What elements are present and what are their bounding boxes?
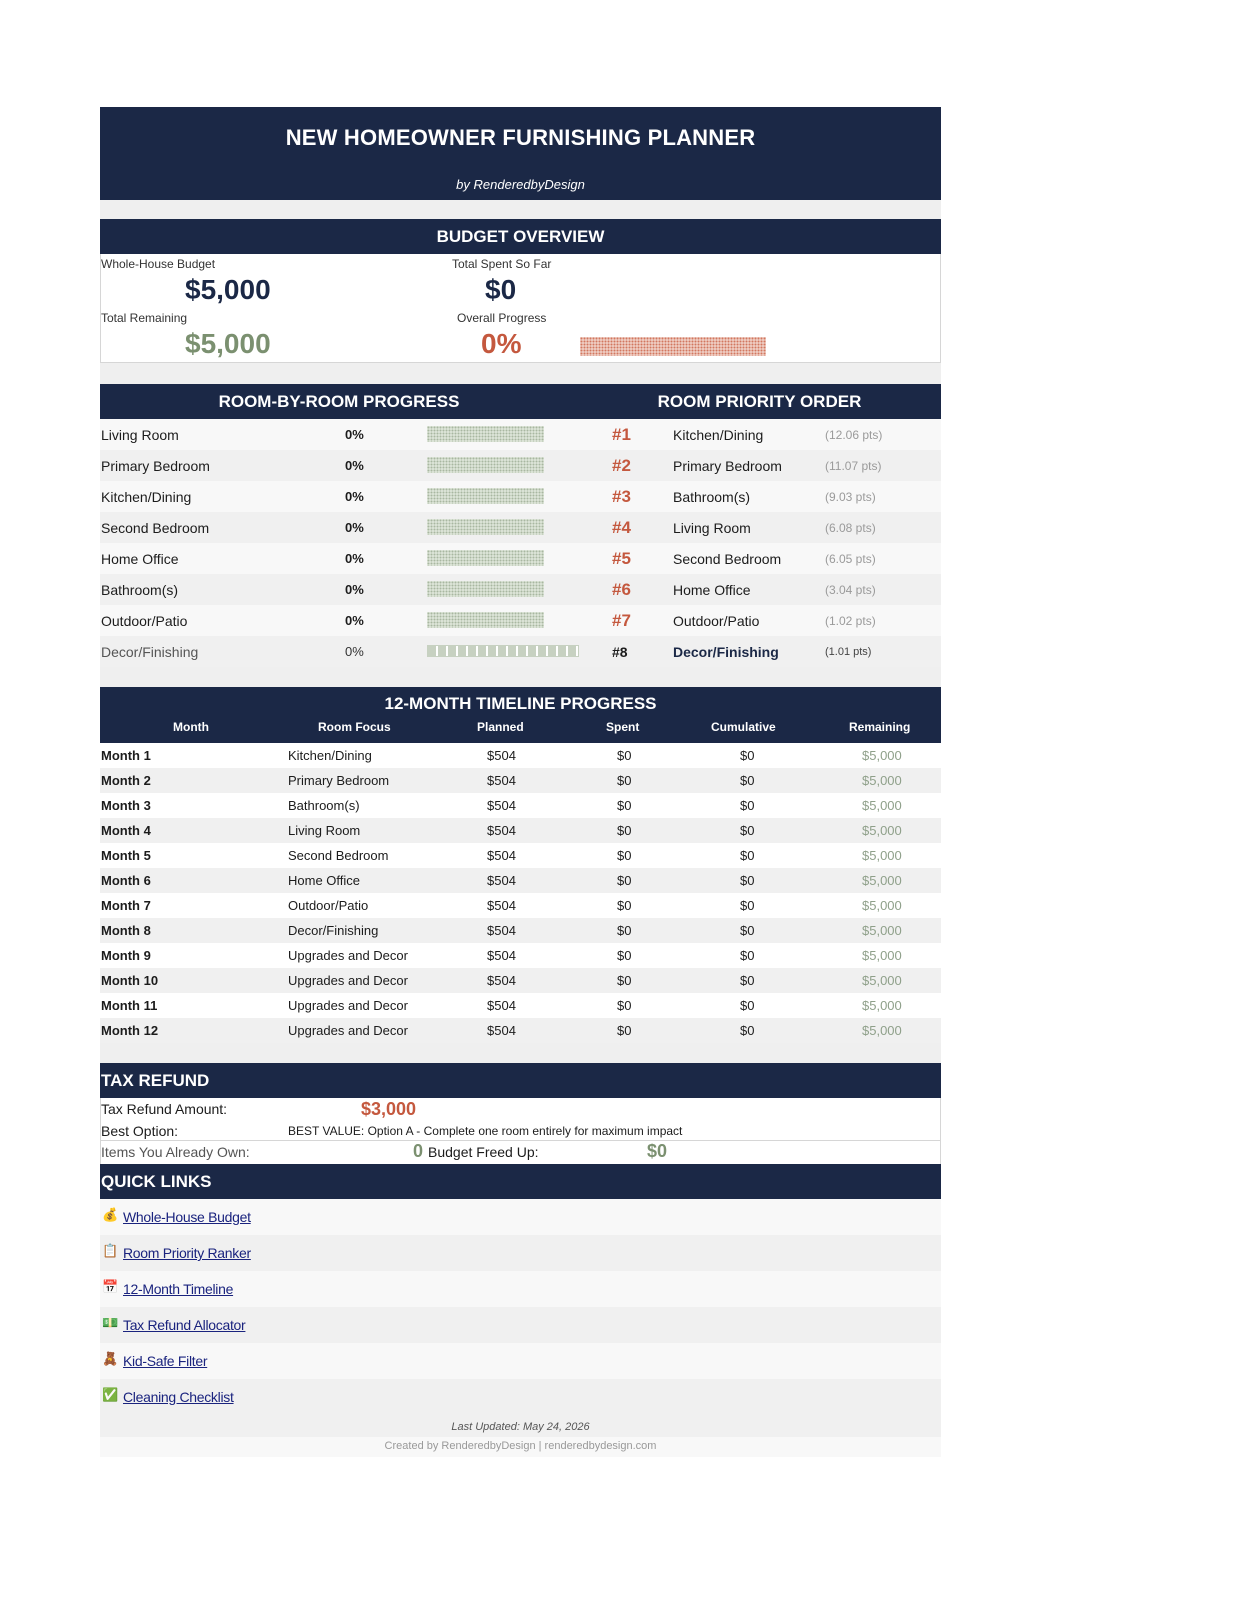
room-name: Decor/Finishing: [101, 643, 199, 660]
priority-room: Second Bedroom: [673, 550, 782, 567]
room-name: Kitchen/Dining: [101, 488, 192, 505]
cumulative-cell: $0: [740, 873, 755, 888]
room-name: Living Room: [101, 426, 179, 443]
budget-overview-panel: [100, 254, 941, 363]
room-focus-cell: Kitchen/Dining: [288, 748, 372, 763]
page-subtitle: by RenderedbyDesign: [456, 177, 585, 192]
money-bag-icon: 💰: [102, 1207, 119, 1222]
month-cell: Month 3: [101, 798, 151, 813]
clipboard-icon: 📋: [102, 1243, 119, 1258]
room-percent: 0%: [345, 520, 364, 535]
cumulative-cell: $0: [740, 998, 755, 1013]
best-option-label: Best Option:: [101, 1123, 179, 1139]
budget-freed-value: $0: [647, 1141, 668, 1161]
table-row: [100, 743, 941, 768]
cumulative-cell: $0: [740, 773, 755, 788]
remaining-cell: $5,000: [862, 923, 902, 938]
tax-refund-heading: TAX REFUND: [100, 1063, 941, 1098]
quick-link-row: [100, 1235, 941, 1271]
table-row: [100, 843, 941, 868]
priority-rank: #6: [612, 579, 631, 599]
table-row: [100, 968, 941, 993]
room-table: [100, 419, 941, 667]
calendar-icon: 📅: [102, 1279, 119, 1294]
priority-room: Outdoor/Patio: [673, 612, 760, 629]
spent-cell: $0: [617, 798, 632, 813]
room-row: [100, 605, 941, 636]
priority-rank: #8: [612, 643, 628, 660]
room-progress-bar: [427, 581, 544, 597]
cumulative-cell: $0: [740, 798, 755, 813]
table-row: [100, 893, 941, 918]
remaining-cell: $5,000: [862, 748, 902, 763]
spent-cell: $0: [617, 998, 632, 1013]
credit-line: Created by RenderedbyDesign | renderedbydesign.com: [100, 1437, 941, 1457]
quick-link-row: [100, 1307, 941, 1343]
items-owned-label: Items You Already Own:: [101, 1144, 250, 1160]
remaining-cell: $5,000: [862, 848, 902, 863]
quick-link-row: [100, 1343, 941, 1379]
priority-room: Home Office: [673, 581, 751, 598]
remaining-cell: $5,000: [862, 773, 902, 788]
remaining-cell: $5,000: [862, 898, 902, 913]
cumulative-cell: $0: [740, 948, 755, 963]
cumulative-cell: $0: [740, 923, 755, 938]
room-progress-bar: [427, 519, 544, 535]
priority-points: (3.04 pts): [825, 582, 876, 597]
overall-progress-label: Overall Progress: [457, 311, 547, 325]
room-progress-bar: [427, 457, 544, 473]
planned-cell: $504: [487, 898, 516, 913]
title-band: [100, 107, 941, 200]
quick-link-row: [100, 1379, 941, 1415]
timeline-column-headers: [100, 720, 941, 743]
room-row: [100, 419, 941, 450]
room-progress-bar: [427, 612, 544, 628]
table-row: [100, 793, 941, 818]
priority-room: Bathroom(s): [673, 488, 751, 505]
budget-freed-label: Budget Freed Up:: [428, 1144, 539, 1160]
room-focus-cell: Upgrades and Decor: [288, 1023, 408, 1038]
room-percent: 0%: [345, 613, 364, 628]
priority-room: Living Room: [673, 519, 751, 536]
month-cell: Month 6: [101, 873, 151, 888]
tax-refund-panel: [100, 1098, 941, 1164]
total-spent-value: $0: [485, 274, 517, 305]
room-focus-cell: Upgrades and Decor: [288, 973, 408, 988]
priority-rank: #5: [612, 548, 631, 568]
whole-budget-label: Whole-House Budget: [101, 257, 216, 271]
planned-cell: $504: [487, 773, 516, 788]
room-progress-bar: [427, 645, 579, 657]
quick-link[interactable]: 12-Month Timeline: [123, 1281, 234, 1297]
room-percent: 0%: [345, 644, 364, 659]
room-focus-cell: Upgrades and Decor: [288, 948, 408, 963]
planned-cell: $504: [487, 998, 516, 1013]
priority-points: (6.08 pts): [825, 520, 876, 535]
room-focus-cell: Home Office: [288, 873, 361, 888]
overall-progress-value: 0%: [481, 328, 522, 359]
cumulative-cell: $0: [740, 823, 755, 838]
remaining-cell: $5,000: [862, 998, 902, 1013]
room-progress-bar: [427, 426, 544, 442]
priority-room: Decor/Finishing: [673, 643, 779, 660]
planned-cell: $504: [487, 873, 516, 888]
spacer: [100, 667, 941, 687]
priority-points: (9.03 pts): [825, 489, 876, 504]
priority-room: Primary Bedroom: [673, 457, 782, 474]
budget-overview-heading: BUDGET OVERVIEW: [100, 219, 941, 254]
timeline-heading: 12-MONTH TIMELINE PROGRESS: [384, 694, 657, 713]
remaining-cell: $5,000: [862, 873, 902, 888]
cumulative-cell: $0: [740, 1023, 755, 1038]
planned-cell: $504: [487, 948, 516, 963]
planned-cell: $504: [487, 798, 516, 813]
month-cell: Month 11: [101, 998, 158, 1013]
room-percent: 0%: [345, 427, 364, 442]
check-mark-icon: ✅: [102, 1387, 119, 1402]
room-section-heading: [100, 384, 941, 419]
spent-cell: $0: [617, 848, 632, 863]
col-month: Month: [173, 720, 209, 734]
room-progress-heading: ROOM-BY-ROOM PROGRESS: [218, 392, 460, 411]
remaining-cell: $5,000: [862, 798, 902, 813]
spent-cell: $0: [617, 1023, 632, 1038]
spent-cell: $0: [617, 973, 632, 988]
total-remaining-value: $5,000: [185, 328, 271, 359]
priority-rank: #1: [612, 424, 631, 444]
priority-points: (1.01 pts): [825, 645, 872, 658]
month-cell: Month 7: [101, 898, 151, 913]
room-row: [100, 543, 941, 574]
quick-links-list: [100, 1199, 941, 1415]
table-row: [100, 868, 941, 893]
priority-room: Kitchen/Dining: [673, 426, 764, 443]
cumulative-cell: $0: [740, 898, 755, 913]
month-cell: Month 1: [101, 748, 151, 763]
room-priority-heading: ROOM PRIORITY ORDER: [657, 392, 862, 411]
table-row: [100, 993, 941, 1018]
room-row: [100, 636, 941, 667]
remaining-cell: $5,000: [862, 973, 902, 988]
spent-cell: $0: [617, 898, 632, 913]
room-focus-cell: Upgrades and Decor: [288, 998, 408, 1013]
col-room-focus: Room Focus: [318, 720, 391, 734]
page-title: NEW HOMEOWNER FURNISHING PLANNER: [285, 125, 756, 150]
room-name: Home Office: [101, 550, 179, 567]
priority-rank: #2: [612, 455, 631, 475]
room-percent: 0%: [345, 582, 364, 597]
spacer: [100, 200, 941, 219]
dollar-bill-icon: 💵: [102, 1315, 119, 1330]
priority-points: (11.07 pts): [825, 458, 882, 473]
spent-cell: $0: [617, 773, 632, 788]
teddy-bear-icon: 🧸: [102, 1351, 119, 1366]
table-row: [100, 918, 941, 943]
spent-cell: $0: [617, 748, 632, 763]
best-option-value: BEST VALUE: Option A - Complete one room entirely for maximum impact: [288, 1124, 683, 1138]
divider: [101, 1140, 940, 1141]
table-row: [100, 818, 941, 843]
cumulative-cell: $0: [740, 848, 755, 863]
col-planned: Planned: [477, 720, 524, 734]
room-percent: 0%: [345, 551, 364, 566]
room-focus-cell: Outdoor/Patio: [288, 898, 369, 913]
priority-points: (6.05 pts): [825, 551, 876, 566]
room-name: Bathroom(s): [101, 581, 179, 598]
room-focus-cell: Bathroom(s): [288, 798, 360, 813]
table-row: [100, 943, 941, 968]
room-percent: 0%: [345, 489, 364, 504]
priority-points: (12.06 pts): [825, 427, 883, 442]
room-name: Outdoor/Patio: [101, 612, 188, 629]
remaining-cell: $5,000: [862, 823, 902, 838]
room-progress-bar: [427, 550, 544, 566]
room-focus-cell: Second Bedroom: [288, 848, 389, 863]
items-owned-value: 0: [413, 1141, 424, 1161]
spent-cell: $0: [617, 873, 632, 888]
remaining-cell: $5,000: [862, 948, 902, 963]
table-row: [100, 768, 941, 793]
quick-link[interactable]: Cleaning Checklist: [123, 1389, 234, 1405]
last-updated: Last Updated: May 24, 2026: [100, 1415, 941, 1437]
spacer: [100, 363, 941, 384]
planned-cell: $504: [487, 1023, 516, 1038]
tax-amount-value: $3,000: [361, 1099, 417, 1119]
month-cell: Month 10: [101, 973, 159, 988]
overall-progress-bar: [580, 337, 766, 356]
col-spent: Spent: [606, 720, 640, 734]
total-spent-label: Total Spent So Far: [452, 257, 552, 271]
month-cell: Month 12: [101, 1023, 159, 1038]
spent-cell: $0: [617, 923, 632, 938]
room-row: [100, 481, 941, 512]
timeline-heading-block: [100, 687, 941, 743]
room-row: [100, 574, 941, 605]
planned-cell: $504: [487, 823, 516, 838]
month-cell: Month 8: [101, 923, 151, 938]
month-cell: Month 4: [101, 823, 151, 838]
remaining-cell: $5,000: [862, 1023, 902, 1038]
timeline-table: [100, 743, 941, 1043]
month-cell: Month 9: [101, 948, 151, 963]
planned-cell: $504: [487, 923, 516, 938]
planned-cell: $504: [487, 748, 516, 763]
room-name: Second Bedroom: [101, 519, 210, 536]
room-row: [100, 450, 941, 481]
whole-budget-value: $5,000: [185, 274, 271, 305]
room-focus-cell: Primary Bedroom: [288, 773, 390, 788]
quick-link-row: [100, 1199, 941, 1235]
priority-rank: #4: [612, 517, 631, 537]
spacer: [100, 1043, 941, 1063]
room-percent: 0%: [345, 458, 364, 473]
room-progress-bar: [427, 488, 544, 504]
col-remaining: Remaining: [849, 720, 911, 734]
room-focus-cell: Living Room: [288, 823, 361, 838]
cumulative-cell: $0: [740, 973, 755, 988]
quick-links-heading: QUICK LINKS: [100, 1164, 941, 1199]
table-row: [100, 1018, 941, 1043]
room-name: Primary Bedroom: [101, 457, 210, 474]
priority-rank: #7: [612, 610, 631, 630]
quick-link[interactable]: Tax Refund Allocator: [123, 1317, 246, 1333]
month-cell: Month 2: [101, 773, 151, 788]
quick-link[interactable]: Whole-House Budget: [123, 1209, 251, 1225]
cumulative-cell: $0: [740, 748, 755, 763]
priority-points: (1.02 pts): [825, 613, 876, 628]
planned-cell: $504: [487, 973, 516, 988]
col-cumulative: Cumulative: [711, 720, 776, 734]
tax-amount-label: Tax Refund Amount:: [101, 1101, 228, 1117]
quick-link[interactable]: Kid-Safe Filter: [123, 1353, 208, 1369]
quick-link[interactable]: Room Priority Ranker: [123, 1245, 251, 1261]
month-cell: Month 5: [101, 848, 151, 863]
spent-cell: $0: [617, 948, 632, 963]
planned-cell: $504: [487, 848, 516, 863]
total-remaining-label: Total Remaining: [101, 311, 188, 325]
spent-cell: $0: [617, 823, 632, 838]
priority-rank: #3: [612, 486, 631, 506]
room-focus-cell: Decor/Finishing: [288, 923, 379, 938]
room-row: [100, 512, 941, 543]
planner-sheet: [100, 107, 941, 1457]
quick-link-row: [100, 1271, 941, 1307]
